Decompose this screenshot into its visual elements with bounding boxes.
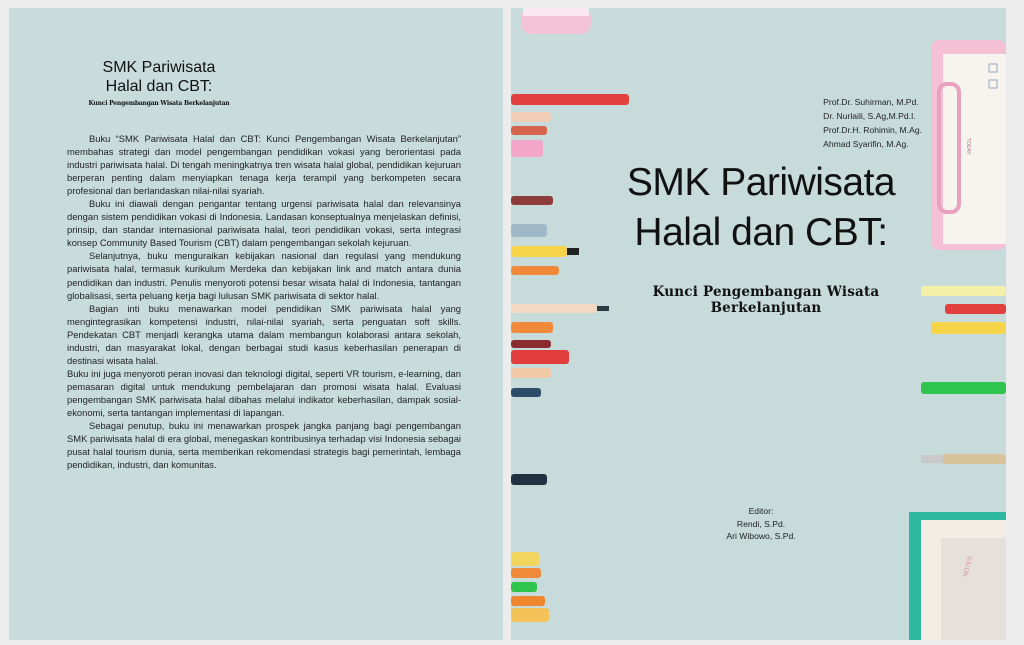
back-title-line1: SMK Pariwisata bbox=[102, 59, 216, 76]
notes-label: NOTES bbox=[963, 556, 975, 578]
blurb-paragraph: Buku ini diawali dengan pengantar tentang urgensi pariwisata halal dan relevansinya dengan sistem pendidikan vokasi di Indonesia. Landasan konseptualnya menjelaskan definisi, prinsip, dan standar internasional pariwisata halal, teori pendidikan vokasi, serta integrasi konsep Community Based Tourism (CBT) dalam pengembangan sekolah kejuruan. bbox=[67, 198, 461, 249]
author-list bbox=[823, 95, 922, 151]
editor-name: Rendi, S.Pd. bbox=[736, 518, 786, 529]
blurb-paragraph: Sebagai penutup, buku ini menawarkan prospek jangka panjang bagi pengembangan SMK pariwisata halal di era global, menegaskan kontribusinya terhadap visi Indonesia sebagai pusat halal tourism dunia, serta memberikan rekomendasi strategis bagi pemerintah, lembaga pendidikan, industri, dan komunitas. bbox=[67, 420, 461, 471]
editor-label: Editor: bbox=[748, 506, 774, 516]
blurb-paragraph: Selanjutnya, buku menguraikan kebijakan nasional dan regulasi yang mendukung pariwisata halal, termasuk kurikulum Merdeka dan kebijakan link and match antara dunia pendidikan dan industri. Penulis menyoroti potensi besar wisata halal di Indonesia, tantangan globalisasi, serta peluang kerja bagi lulusan SMK pariwisata di sektor halal. bbox=[67, 250, 461, 301]
editor-block bbox=[701, 505, 821, 543]
red-marker bbox=[511, 94, 629, 105]
back-title-line2: Halal dan CBT: bbox=[105, 78, 213, 95]
front-cover bbox=[511, 8, 1006, 640]
author-name: Dr. Nurlaili, S.Ag,M.Pd.I. bbox=[823, 111, 916, 121]
blurb-paragraph: Buku ini juga menyoroti peran inovasi dan teknologi digital, seperti VR tourism, e-learning, dan pemasaran digital untuk mendukung pembelajaran dan promosi wisata halal. Evaluasi pengembangan SMK pariwisata halal dibahas melalui indikator keberhasilan, dampak sosial-ekonomi, serta tantangan implementasi di lapangan. bbox=[67, 367, 461, 418]
back-blurb bbox=[67, 132, 461, 471]
back-cover bbox=[9, 8, 503, 640]
front-title-line1: SMK Pariwisata bbox=[626, 161, 896, 204]
author-name: Prof.Dr. Suhirman, M.Pd. bbox=[823, 97, 919, 107]
back-title bbox=[79, 58, 239, 96]
front-title bbox=[571, 158, 951, 258]
back-subtitle: Kunci Pengembangan Wisata Berkelanjutan bbox=[88, 100, 230, 107]
blurb-paragraph: Buku “SMK Pariwisata Halal dan CBT: Kunci Pengembangan Wisata Berkelanjutan” membahas strategi dan model pengembangan pendidikan vokasi yang berorientasi pada industri pariwisata halal. Di tengah meningkatnya tren wisata halal global, pendidikan kejuruan berperan penting dalam menyiapkan tenaga kerja terampil yang berkompeten secara profesional dan berlandaskan nilai-nilai syariah. bbox=[67, 133, 461, 197]
front-title-line2: Halal dan CBT: bbox=[634, 211, 888, 254]
clipboard-label: TODAY bbox=[965, 138, 971, 155]
front-subtitle: Kunci Pengembangan Wisata Berkelanjutan bbox=[652, 284, 880, 316]
editor-name: Ari Wibowo, S.Pd. bbox=[726, 531, 796, 541]
author-name: Ahmad Syarifin, M.Ag. bbox=[823, 139, 909, 149]
blurb-paragraph: Bagian inti buku menawarkan model pendidikan SMK pariwisata halal yang mengintegrasikan kompetensi industri, nilai-nilai syariah, serta penguatan soft skills. Pendekatan CBT menjadi kerangka utama dalam membangun kolaborasi antara sekolah, industri, dan masyarakat lokal, dengan berbagai studi kasus keberhasilan penerapan di destinasi wisata halal. bbox=[67, 302, 461, 366]
stationery-illustration bbox=[511, 8, 1006, 640]
author-name: Prof.Dr.H. Rohimin, M.Ag. bbox=[823, 125, 922, 135]
